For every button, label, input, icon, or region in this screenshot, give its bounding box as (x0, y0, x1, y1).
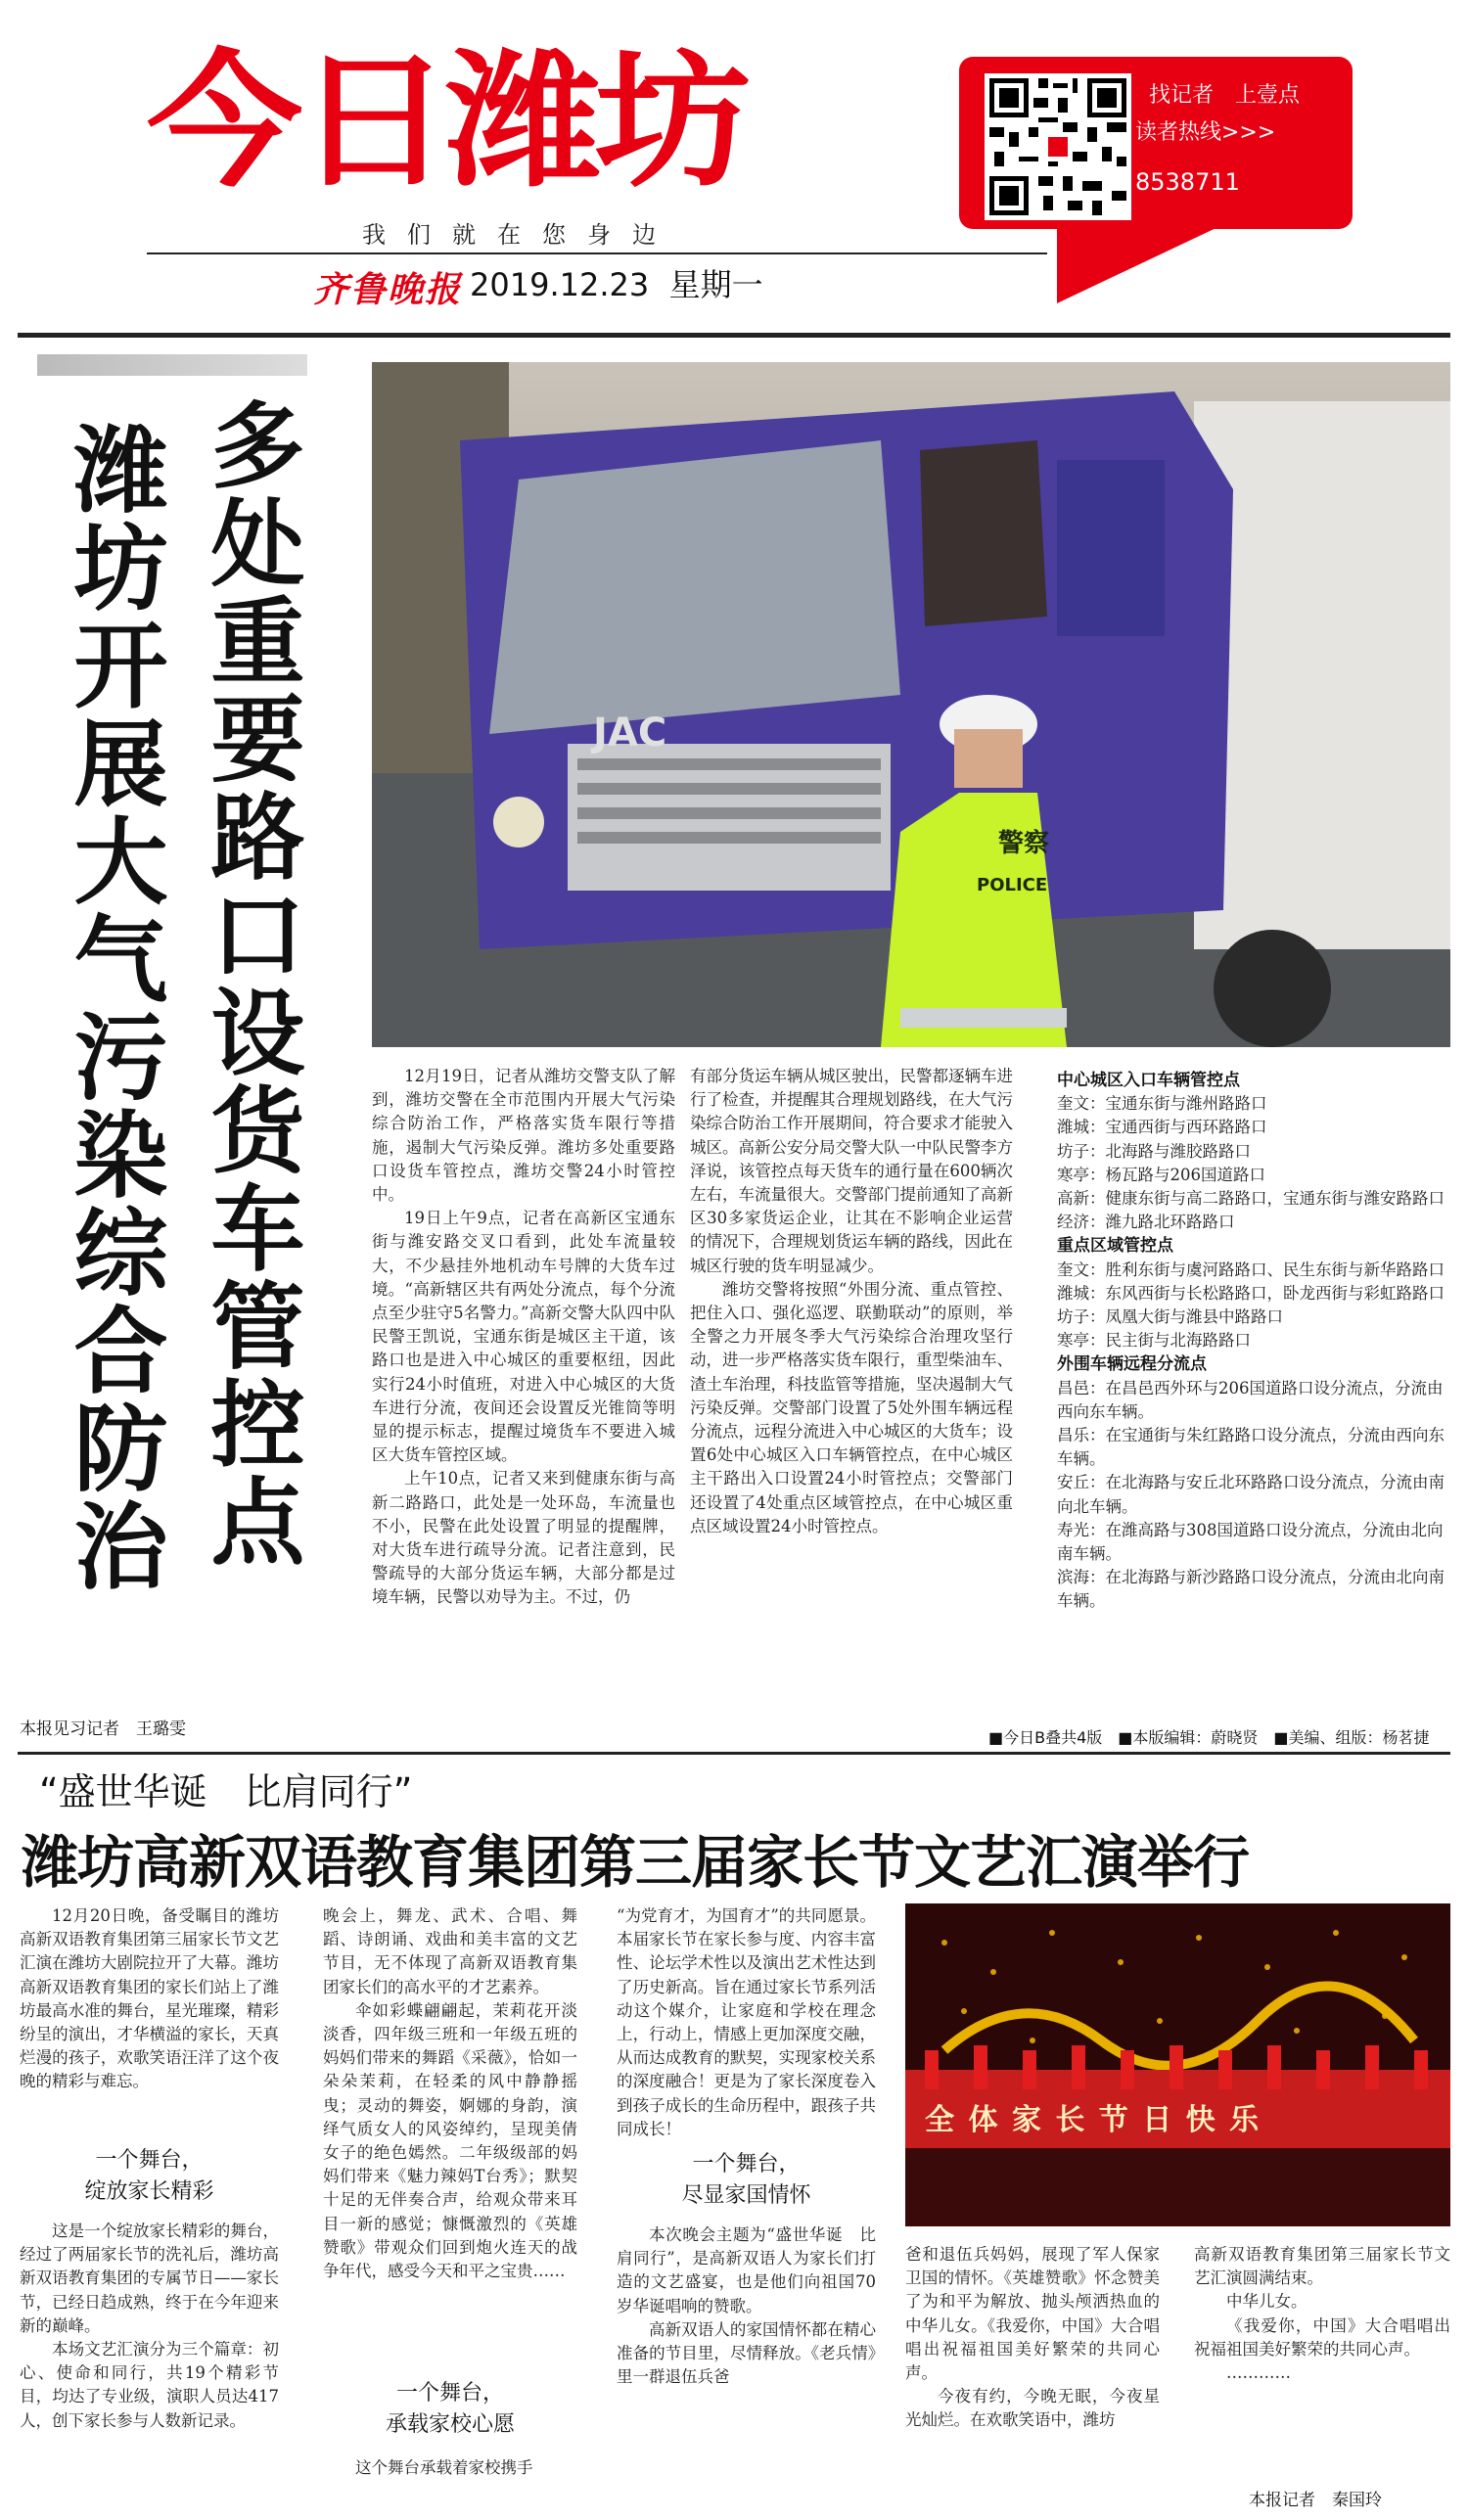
second-headline: 潍坊高新双语教育集团第三届家长节文艺汇演举行 (22, 1829, 1250, 1896)
lead-paragraph: 12月19日，记者从潍坊交警支队了解到，潍坊交警在全市范围内开展大气污染综合防治工作，严格落实货车限行等措施，遏制大气污染反弹。潍坊多处重要路口设货车管控点，潍坊交警24小时管控中。 (372, 1067, 675, 1205)
second-column-3 (617, 1904, 876, 2141)
subhead-parent-stage (20, 2145, 279, 2208)
second-paragraph: 中华儿女。 (1226, 2292, 1307, 2312)
second-column-4 (905, 2243, 1160, 2433)
list-heading: 中心城区入口车辆管控点 (1057, 1071, 1240, 1090)
list-item: 潍城：宝通西街与西环路路口 (1057, 1118, 1267, 1137)
bubble-line1: 找记者 上壹点 (1149, 83, 1301, 108)
vest-text: 警察 (998, 829, 1050, 858)
second-paragraph: 这是一个绽放家长精彩的舞台，经过了两届家长节的洗礼后，潍坊高新双语教育集团的专属节日——家长节，已经日趋成熟，终于在今年迎来新的巅峰。 (20, 2222, 279, 2335)
subhead-patriotism (617, 2149, 876, 2212)
second-column-3b (617, 2223, 876, 2389)
top-rule (18, 333, 1450, 338)
second-paragraph: 今夜有约，今晚无眠，今夜星光灿烂。在欢歌笑语中，潍坊 (905, 2387, 1160, 2430)
lead-column-2 (690, 1065, 1013, 1538)
list-item: 安丘：在北海路与安丘北环路路口设分流点，分流由南向北车辆。 (1057, 1473, 1445, 1516)
lead-photo (372, 362, 1450, 1047)
second-paragraph: 爸和退伍兵妈妈，展现了军人保家卫国的情怀。《英雄赞歌》怀念赞美了为和平为解放、抛头颅洒热血的中华儿女。《我爱你，中国》大合唱唱出祝福祖国美好繁荣的共同心声。 (905, 2245, 1160, 2383)
lead-paragraph: 潍坊交警将按照“外围分流、重点管控、把住入口、强化巡逻、联勤联动”的原则，举全警之力开展冬季大气污染综合治理攻坚行动，进一步严格落实货车限行，重型柴油车、渣土车治理，科技监管等措施，坚决遏制大气污染反弹。交警部门设置了5处外围车辆远程分流点，远程分流进入中心城区的大货车；设置6处中心城区入口车辆管控点，在中心城区主干路出入口设置24小时管控点；交警部门还设置了4处重点区域管控点，在中心城区重点区域设置24小时管控点。 (690, 1279, 1013, 1535)
list-item: 经济：潍九路北环路路口 (1057, 1213, 1235, 1232)
second-column-1 (20, 1904, 279, 2094)
lead-paragraph: 有部分货运车辆从城区驶出，民警都逐辆车进行了检查，并提醒其合理规划路线，在大气污染综合防治工作开展期间，符合要求才能驶入城区。高新公安分局交警大队一中队民警李方泽说，该管控点每天货车的通行量在600辆次左右，车流量很大。交警部门提前通知了高新区30多家货运企业，让其在不影响企业运营的情况下，合理规划货运车辆的路线，因此在城区行驶的货车明显减少。 (690, 1067, 1013, 1275)
second-paragraph: “为党育才，为国育才”的共同愿景。本届家长节在家长参与度、内容丰富性、论坛学术性以及演出艺术性达到了历史新高。旨在通过家长节系列活动这个媒介，让家庭和学校在理念上，行动上，情感上更加深度交融，从而达成教育的默契，实现家校关系的深度融合！更是为了家长深度卷入到孩子成长的生命历程中，跟孩子共同成长！ (617, 1906, 876, 2138)
subhead-line: 一个舞台， (692, 2152, 801, 2176)
page-info: ■今日B叠共4版 ■本版编辑：蔚晓贤 ■美编、组版：杨茗捷 (988, 1728, 1430, 1747)
list-item: 潍城：东风西街与长松路路口，卧龙西街与彩虹路路口 (1057, 1283, 1445, 1303)
masthead-slogan: 我们就在您身边 (362, 221, 677, 249)
vest-text2: POLICE (977, 875, 1048, 895)
list-item: 寿光：在潍高路与308国道路口设分流点，分流由北向南车辆。 (1057, 1520, 1444, 1564)
subhead-line: 一个舞台， (395, 2381, 504, 2405)
subhead-home-school (323, 2378, 577, 2441)
list-item: 滨海：在北海路与新沙路路口设分流点，分流由北向南车辆。 (1057, 1568, 1445, 1611)
list-item: 昌乐：在宝通街与朱红路路口设分流点，分流由西向东车辆。 (1057, 1426, 1445, 1469)
masthead-date (470, 260, 763, 305)
second-column-1b (20, 2220, 279, 2433)
stage-banner: 全 体 家 长 节 日 快 乐 (925, 2103, 1262, 2137)
list-heading: 重点区域管控点 (1057, 1236, 1173, 1257)
section-rule (18, 1752, 1450, 1755)
date-value: 2019.12.23 (470, 266, 650, 303)
second-paragraph: 晚会上，舞龙、武术、合唱、舞蹈、诗朗诵、戏曲和美丰富的文艺节目，无不体现了高新双语教育集团家长们的高水平的才艺素养。 (323, 1906, 577, 1996)
list-heading: 外围车辆远程分流点 (1057, 1354, 1207, 1375)
second-kicker: “盛世华诞 比肩同行” (39, 1770, 413, 1813)
second-column-2 (323, 1904, 577, 2283)
second-paragraph: 这个舞台承载着家校携手 (355, 2458, 533, 2477)
qr-code-icon[interactable] (985, 73, 1131, 220)
second-paragraph: 本次晚会主题为“盛世华诞 比肩同行”，是高新双语人为家长们打造的文艺盛宴，也是他们向祖国70岁华诞唱响的赞歌。 (617, 2225, 876, 2315)
second-paragraph: 伞如彩蝶翩翩起，茉莉花开淡淡香，四年级三班和一年级五班的妈妈们带来的舞蹈《采薇》，恰如一朵朵茉莉，在轻柔的风中静静摇曳；灵动的舞姿，婀娜的身韵，演绎气质女人的风姿绰约，呈现美倩女子的绝色嫣然。二年级级部的妈妈们带来《魅力辣妈T台秀》；默契十足的无伴奏合声，给观众带来耳目一新的感觉；慷慨激烈的《英雄赞歌》带观众们回到炮火连天的战争年代，感受今天和平之宝贵…… (323, 2000, 577, 2281)
bubble-line2: 读者热线>>> (1135, 120, 1276, 145)
subhead-line: 绽放家长精彩 (84, 2179, 214, 2204)
second-byline: 本报记者 秦国玲 (1249, 2491, 1382, 2510)
second-paragraph: 本场文艺汇演分为三个篇章：初心、使命和同行，共19个精彩节目，均达了专业级，演职人员达417人，创下家长参与人数新记录。 (20, 2340, 279, 2430)
lead-paragraph: 上午10点，记者又来到健康东街与高新二路路口，此处是一处环岛，车流量也不小，民警在此处设置了明显的提醒牌，对大货车进行疏导分流。记者注意到，民警疏导的大部分货运车辆，大部分都是过境车辆，民警以劝导为主。不过，仍 (372, 1469, 675, 1607)
headline-bar (37, 354, 307, 376)
list-item: 寒亭：杨瓦路与206国道路口 (1057, 1165, 1265, 1184)
subhead-line: 承载家校心愿 (385, 2412, 515, 2437)
list-item: 坊子：北海路与潍胶路路口 (1057, 1141, 1251, 1161)
second-paragraph: ………… (1226, 2363, 1291, 2383)
lead-paragraph: 19日上午9点，记者在高新区宝通东街与潍安路交叉口看到，此处车流量较大，不少悬挂外地机动车号牌的大货车过境。“高新辖区共有两处分流点，每个分流点至少驻守5名警力。”高新交警大队四中队民警王凯说，宝通东街是城区主干道，该路口也是进入中心城区的重要枢纽，因此实行24小时值班，对进入中心城区的大货车进行分流，夜间还会设置反光锥筒等明显的提示标志，提醒过境货车不要进入城区大货车管控区域。 (372, 1209, 675, 1465)
masthead-rule (147, 252, 1047, 254)
second-paragraph: 《我爱你，中国》大合唱唱出祝福祖国美好繁荣的共同心声。 (1194, 2315, 1450, 2359)
second-paragraph: 高新双语人的家国情怀都在精心准备的节目里，尽情释放。《老兵情》里一群退伍兵爸 (617, 2319, 876, 2387)
second-column-5 (1194, 2243, 1450, 2385)
list-item: 坊子：凤凰大街与潍县中路路口 (1057, 1307, 1283, 1327)
list-item: 寒亭：民主街与北海路路口 (1057, 1331, 1251, 1351)
weekday-value: 星期一 (668, 266, 763, 303)
lead-headline-sub: 潍坊开展大气污染综合防治 (59, 421, 168, 1595)
second-column-2b (323, 2456, 577, 2480)
brand-logo: 齐鲁晚报 (313, 269, 463, 310)
checkpoint-list (1057, 1069, 1448, 1614)
stage-photo (905, 1903, 1450, 2226)
second-paragraph: 12月20日晚，备受瞩目的潍坊高新双语教育集团第三届家长节文艺汇演在潍坊大剧院拉开了大幕。潍坊高新双语教育集团的家长们站上了潍坊最高水准的舞台，星光璀璨，精彩纷呈的演出，才华横溢的家长，天真烂漫的孩子，欢歌笑语汪洋了这个夜晚的精彩与难忘。 (20, 1906, 279, 2091)
second-paragraph: 高新双语教育集团第三届家长节文艺汇演圆满结束。 (1194, 2245, 1450, 2288)
truck-brand-label: JAC (593, 710, 667, 756)
bubble-tail (1057, 215, 1243, 303)
bubble-phone: 8538711 (1135, 168, 1240, 196)
list-item: 奎文：胜利东街与虞河路路口、民生东街与新华路路口 (1057, 1260, 1445, 1279)
list-item: 昌邑：在昌邑西外环与206国道路口设分流点，分流由西向东车辆。 (1057, 1378, 1444, 1421)
subhead-line: 尽显家国情怀 (681, 2183, 811, 2208)
masthead-title: 今日潍坊 (147, 37, 745, 207)
list-item: 奎文：宝通东街与潍州路路口 (1057, 1094, 1267, 1114)
subhead-line: 一个舞台， (95, 2148, 204, 2173)
lead-byline: 本报见习记者 王璐雯 (20, 1719, 186, 1739)
lead-column-1 (372, 1065, 675, 1610)
list-item: 高新：健康东街与高二路路口，宝通东街与潍安路路口 (1057, 1189, 1445, 1209)
lead-headline-main: 多处重要路口设货车管控点 (196, 396, 305, 1571)
